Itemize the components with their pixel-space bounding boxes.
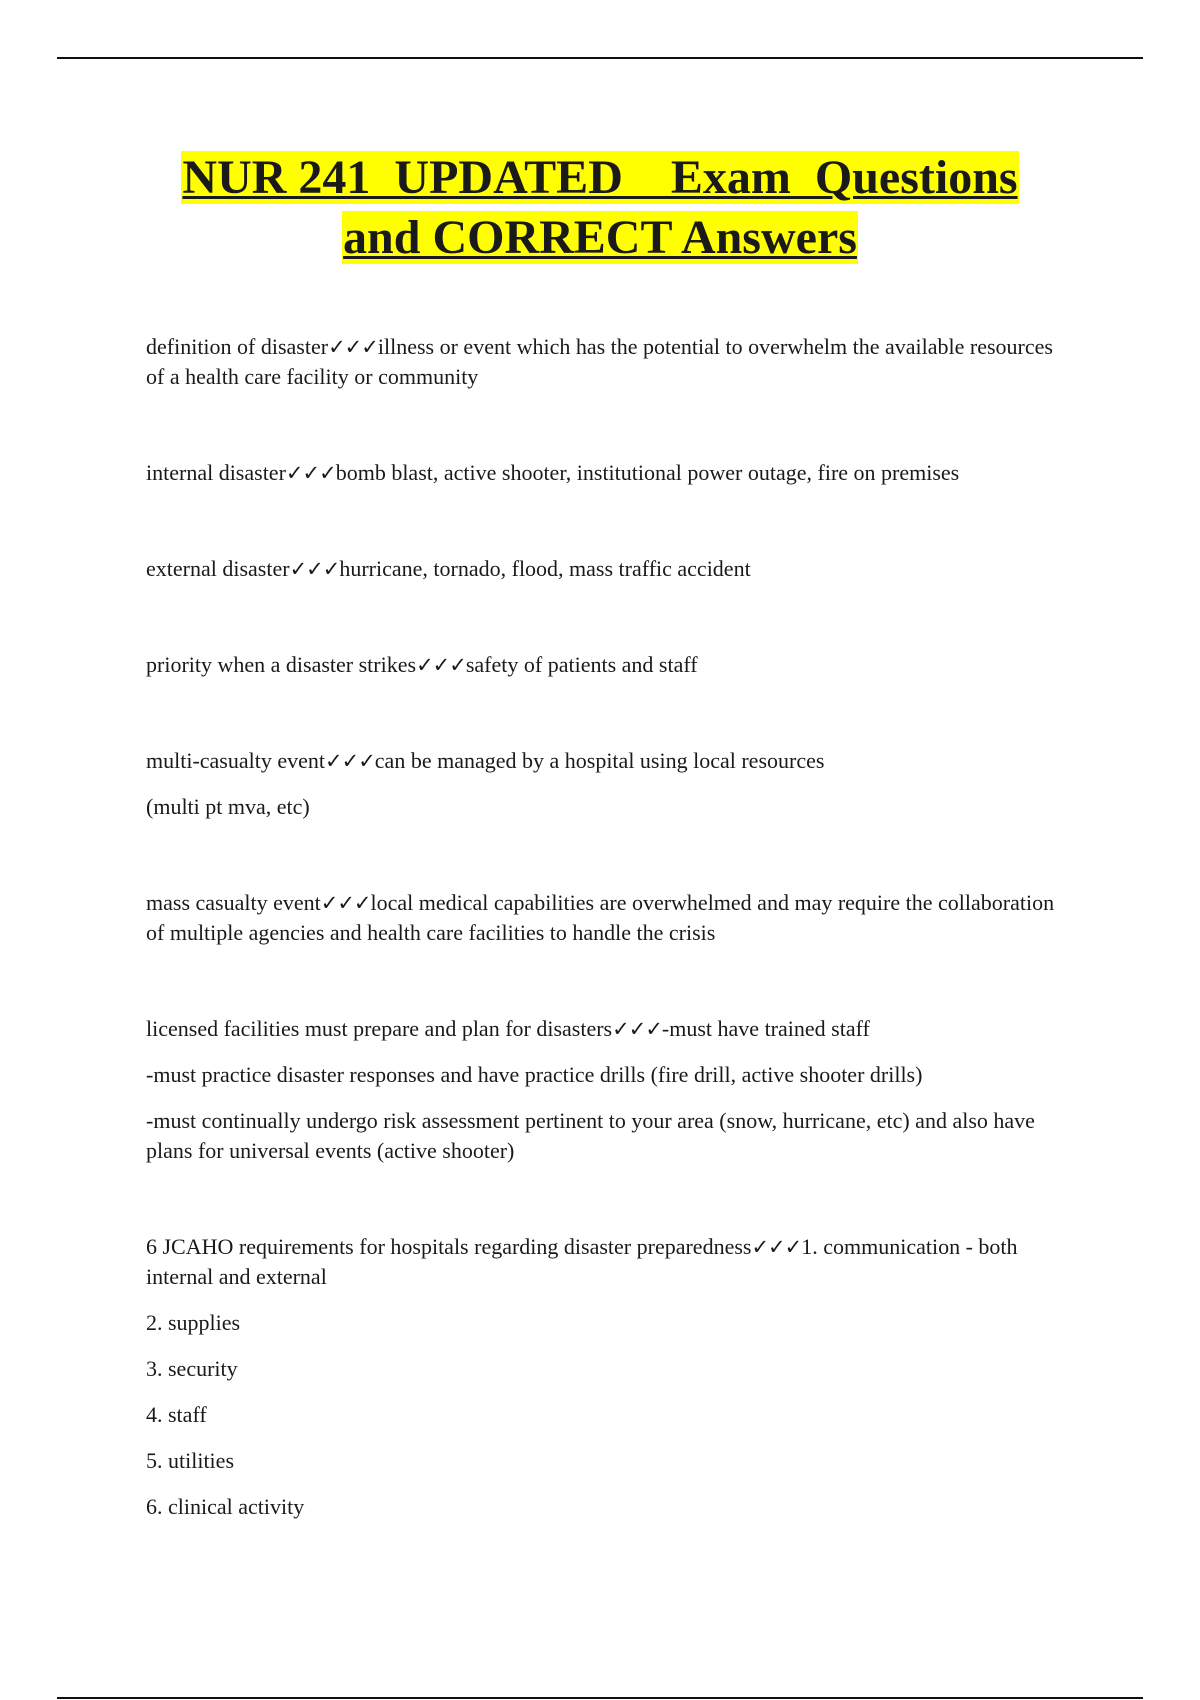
qa-extra-line: 2. supplies (146, 1310, 241, 1335)
qa-answer: 1. communication - both internal and external (146, 1234, 1018, 1289)
qa-line (146, 650, 1061, 680)
qa-term: multi-casualty event (146, 748, 325, 773)
qa-item (146, 332, 1061, 392)
qa-item (146, 1232, 1061, 1522)
qa-item (146, 650, 1061, 680)
check-mark-icon: ✓✓✓ (751, 1235, 802, 1259)
qa-extra-line: -must continually undergo risk assessment pertinent to your area (snow, hurricane, etc) and also have plans for universal events (active shooter) (146, 1108, 1035, 1163)
qa-extra-line: 5. utilities (146, 1448, 234, 1473)
document-title (0, 148, 1200, 268)
qa-extra-line: (multi pt mva, etc) (146, 794, 310, 819)
check-mark-icon: ✓✓✓ (328, 335, 378, 359)
qa-term: 6 JCAHO requirements for hospitals regarding disaster preparedness (146, 1234, 752, 1259)
qa-extra-line: 4. staff (146, 1402, 207, 1427)
qa-line (146, 554, 1061, 584)
qa-extra-line: -must practice disaster responses and have practice drills (fire drill, active shooter drills) (146, 1062, 923, 1087)
qa-answer: safety of patients and staff (465, 652, 698, 677)
qa-line (146, 888, 1061, 948)
qa-line (146, 458, 1061, 488)
top-rule (57, 57, 1143, 59)
qa-term: definition of disaster (146, 334, 329, 359)
qa-line (146, 1014, 1061, 1044)
bottom-rule (57, 1697, 1143, 1699)
qa-line (146, 746, 1061, 776)
title-line-2: and CORRECT Answers (343, 211, 857, 264)
qa-item (146, 888, 1061, 948)
qa-term: internal disaster (146, 460, 286, 485)
qa-answer: -must have trained staff (661, 1016, 870, 1041)
qa-item (146, 554, 1061, 584)
qa-answer: illness or event which has the potential to overwhelm the available resources of a health care facility or community (146, 334, 1053, 389)
check-mark-icon: ✓✓✓ (612, 1017, 662, 1041)
qa-answer: can be managed by a hospital using local resources (374, 748, 825, 773)
check-mark-icon: ✓✓✓ (289, 557, 340, 581)
qa-item (146, 1014, 1061, 1166)
qa-term: external disaster (146, 556, 290, 581)
qa-item (146, 458, 1061, 488)
qa-line (146, 1232, 1061, 1292)
qa-line (146, 332, 1061, 392)
qa-term: priority when a disaster strikes (146, 652, 417, 677)
check-mark-icon: ✓✓✓ (325, 749, 375, 773)
qa-item (146, 746, 1061, 822)
title-line-1: NUR 241 UPDATED Exam Questions (182, 151, 1018, 204)
qa-answer: hurricane, tornado, flood, mass traffic accident (339, 556, 751, 581)
qa-list (146, 332, 1061, 1522)
qa-answer: bomb blast, active shooter, institutional power outage, fire on premises (335, 460, 960, 485)
qa-term: mass casualty event (146, 890, 321, 915)
qa-extra-line: 3. security (146, 1356, 238, 1381)
check-mark-icon: ✓✓✓ (416, 653, 466, 677)
qa-extra-line: 6. clinical activity (146, 1494, 305, 1519)
check-mark-icon: ✓✓✓ (320, 891, 371, 915)
check-mark-icon: ✓✓✓ (285, 461, 336, 485)
qa-answer: local medical capabilities are overwhelmed and may require the collaboration of multiple agencies and health care facilities to handle the crisis (146, 890, 1055, 945)
qa-term: licensed facilities must prepare and plan for disasters (146, 1016, 613, 1041)
